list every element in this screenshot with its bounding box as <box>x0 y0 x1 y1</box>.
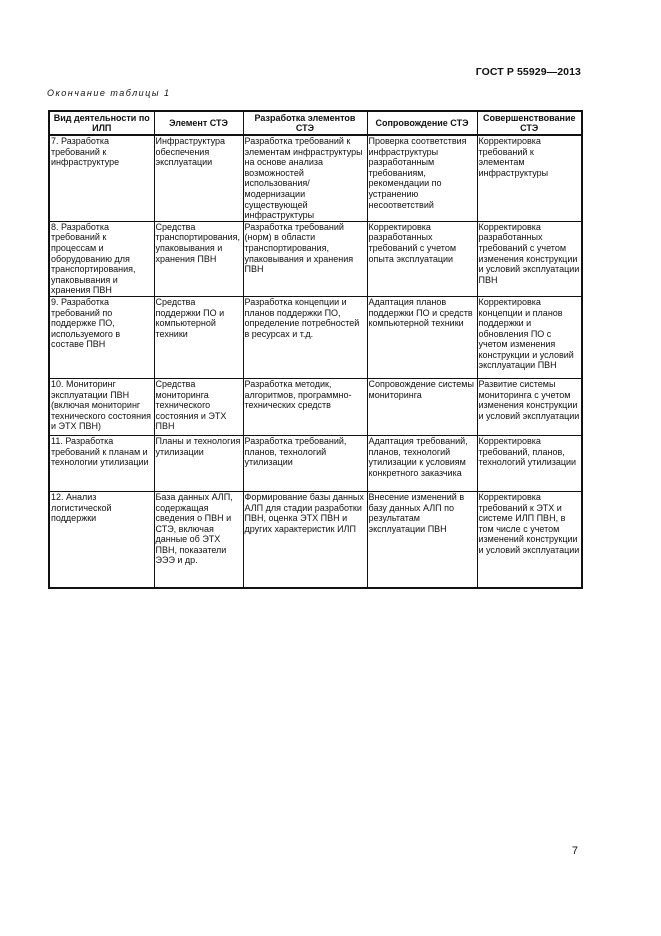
table-cell: Корректировка концепции и планов поддержки и обновления ПО с учетом изменения конструкции и условий эксплуатации ПВН <box>477 296 582 378</box>
table-cell: Формирование базы данных АЛП для стадии разработки ПВН, оценка ЭТХ ПВН и других характеристик ИЛП <box>243 491 367 588</box>
table-cell: Средства транспортирования, упаковывания и хранения ПВН <box>154 221 243 296</box>
data-table <box>48 110 583 589</box>
table-cell: Разработка требований (норм) в области транспортирования, упаковывания и хранения ПВН <box>243 221 367 296</box>
table-cell: Корректировка требований, планов, технологий утилизации <box>477 435 582 491</box>
column-header: Совершенствование СТЭ <box>477 111 582 135</box>
table-cell: Сопровождение системы мониторинга <box>367 378 477 435</box>
table-cell: 9. Разработка требований по поддержке ПО, используемого в составе ПВН <box>49 296 154 378</box>
table-row <box>49 221 582 296</box>
page-number: 7 <box>571 845 578 857</box>
table-cell: Корректировка разработанных требований с учетом опыта эксплуатации <box>367 221 477 296</box>
table-cell: 7. Разработка требований к инфраструктуре <box>49 135 154 221</box>
column-header: Разработка элементов СТЭ <box>243 111 367 135</box>
table-cell: Адаптация планов поддержки ПО и средств компьютерной техники <box>367 296 477 378</box>
document-code: ГОСТ Р 55929—2013 <box>475 66 581 78</box>
table-cell: База данных АЛП, содержащая сведения о ПВН и СТЭ, включая данные об ЭТХ ПВН, показатели ЭЭЭ и др. <box>154 491 243 588</box>
table-row <box>49 491 582 588</box>
column-header: Элемент СТЭ <box>154 111 243 135</box>
table-cell: Средства мониторинга технического состояния и ЭТХ ПВН <box>154 378 243 435</box>
table-cell: Адаптация требований, планов, технологий утилизации к условиям конкретного заказчика <box>367 435 477 491</box>
table-cell: Разработка методик, алгоритмов, программно-технических средств <box>243 378 367 435</box>
table-cell: Средства поддержки ПО и компьютерной техники <box>154 296 243 378</box>
table-cell: Разработка требований к элементам инфраструктуры на основе анализа возможностей использования/ модернизации существующей инфраструктуры <box>243 135 367 221</box>
table-cell: Внесение изменений в базу данных АЛП по результатам эксплуатации ПВН <box>367 491 477 588</box>
table-cell: 8. Разработка требований к процессам и оборудованию для транспортирования, упаковывания и хранения ПВН <box>49 221 154 296</box>
table-cell: Разработка концепции и планов поддержки ПО, определение потребностей в ресурсах и т.д. <box>243 296 367 378</box>
table-row <box>49 296 582 378</box>
table-cell: Инфраструктура обеспечения эксплуатации <box>154 135 243 221</box>
table-caption: Окончание таблицы 1 <box>47 88 171 98</box>
table-row <box>49 135 582 221</box>
table-row <box>49 378 582 435</box>
column-header: Вид деятельности по ИЛП <box>49 111 154 135</box>
table-cell: Разработка требований, планов, технологий утилизации <box>243 435 367 491</box>
table-cell: 10. Мониторинг эксплуатации ПВН (включая мониторинг технического состояния и ЭТХ ПВН) <box>49 378 154 435</box>
table-header-row <box>49 111 582 135</box>
column-header: Сопровождение СТЭ <box>367 111 477 135</box>
table-cell: 12. Анализ логистической поддержки <box>49 491 154 588</box>
table-cell: Проверка соответствия инфраструктуры разработанным требованиям, рекомендации по устранению несоответствий <box>367 135 477 221</box>
table-row <box>49 435 582 491</box>
table-cell: Корректировка разработанных требований с учетом изменения конструкции и условий эксплуатации ПВН <box>477 221 582 296</box>
table-cell: Планы и технология утилизации <box>154 435 243 491</box>
table-cell: Развитие системы мониторинга с учетом изменения конструкции и условий эксплуатации <box>477 378 582 435</box>
table-cell: 11. Разработка требований к планам и технологии утилизации <box>49 435 154 491</box>
table-cell: Корректировка требований к ЭТХ и системе ИЛП ПВН, в том числе с учетом изменений конструкции и условий эксплуатации <box>477 491 582 588</box>
table-cell: Корректировка требований к элементам инфраструктуры <box>477 135 582 221</box>
